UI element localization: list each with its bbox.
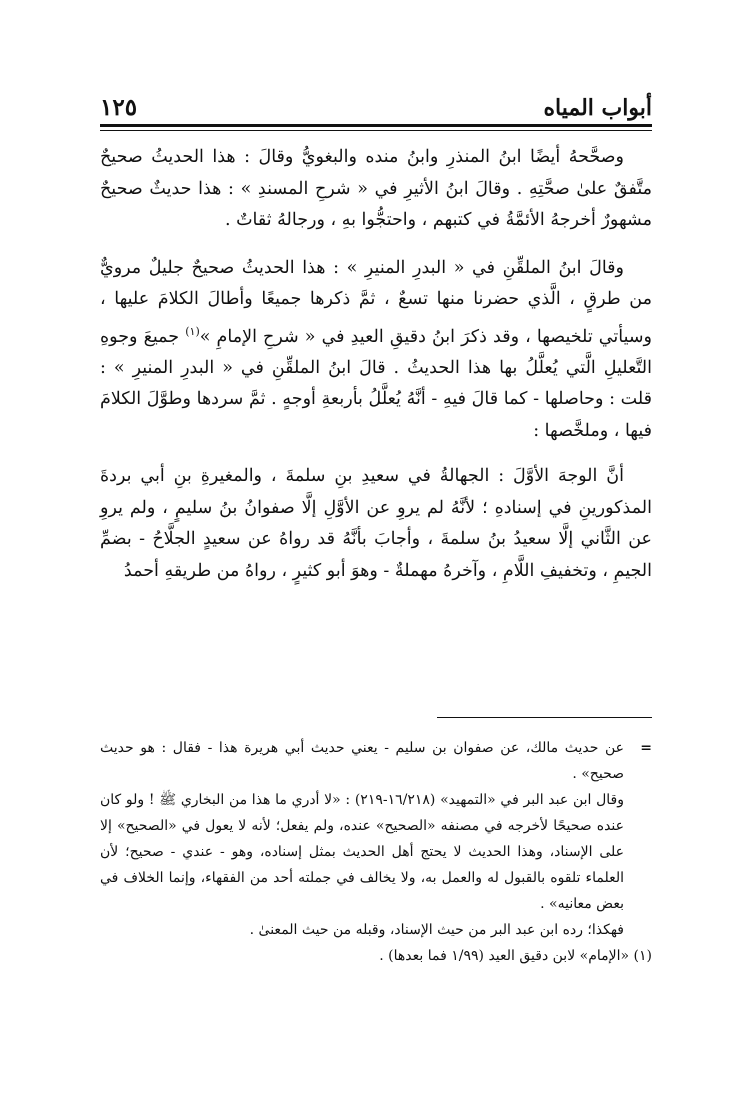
page-number: ١٢٥ <box>100 94 138 121</box>
continuation-mark: = <box>640 740 652 756</box>
header-rule-thin <box>100 130 652 131</box>
paragraph-2 <box>100 253 652 448</box>
paragraph-3: أنَّ الوجهَ الأوَّلَ : الجهالةُ في سعيدِ بنِ سلمةَ ، والمغيرةِ بنِ أبي بردةَ المذكورينِ في إسنادهِ ؛ لأنَّهُ لم يروِ عن الأوَّلِ إلَّا صفوانُ بنُ سليمٍ ، ولم يروِ عن الثَّاني إلَّا سعيدُ بنُ سلمةَ ، وأجابَ بأنَّهُ قد رواهُ عن سعيدٍ الجلَّاحُ - بضمِّ الجيمِ ، وتخفيفِ اللَّامِ ، وآخرهُ مهملةٌ - وهوَ أبو كثيرٍ ، رواهُ من طريقهِ أحمدُ <box>100 466 652 581</box>
footnote-reference-1: (١) <box>185 324 200 338</box>
footnote-1: (١) «الإمام» لابن دقيق العيد (١/٩٩ فما بعدها) . <box>379 948 652 964</box>
running-title: أبواب المياه <box>543 95 652 121</box>
paragraph-2-part-b: جميعَ وجوهِ التَّعليلِ الَّتي يُعلَّلُ بها هذا الحديثُ . قالَ ابنُ الملقِّنِ في « البدرِ المنيرِ » : قلت : وحاصلها - كما قالَ فيهِ - أنَّهُ يُعلَّلُ بأربعةِ أوجهٍ . ثمَّ سردها وطوَّلَ الكلامَ فيها ، وملخَّصها : <box>100 326 652 441</box>
page-header <box>100 82 652 122</box>
footnote-paragraph-ibn-abd-al-barr: وقال ابن عبد البر في «التمهيد» (١٦/٢١٨-٢١٩) : «لا أدري ما هذا من البخاري ﷺ ! ولو كان عنده صحيحًا لأخرجه في مصنفه «الصحيح» عنده، ولم يفعل؛ لأنه لا يعول في «الصحيح» إلا على الإسناد، وهذا الحديث لا يحتج أهل الحديث بمثل إسناده، وهو - عندي - صحيح؛ لأن العلماء تلقوه بالقبول له والعمل به، ولا يخالف في جملته أحد من الفقهاء، وإنما الخلاف في بعض معانيه» . <box>100 792 625 912</box>
header-rule-thick <box>100 124 652 127</box>
paragraph-2-part-a: وقالَ ابنُ الملقِّنِ في « البدرِ المنيرِ » : هذا الحديثُ صحيحٌ جليلٌ مرويٌّ من طرقٍ ، الَّذي حضرنا منها تسعٌ ، ثمَّ ذكرها جميعًا وأطالَ الكلامَ عليها ، وسيأتي تلخيصها ، وقد ذكرَ ابنُ دقيقِ العيدِ في « شرحِ الإمامِ » <box>100 257 652 347</box>
main-text <box>100 142 652 603</box>
paragraph-1: وصحَّحهُ أيضًا ابنُ المنذرِ وابنُ منده والبغويُّ وقالَ : هذا الحديثُ صحيحٌ متَّفقٌ علىٰ صحَّتِهِ . وقالَ ابنُ الأثيرِ في « شرحِ المسندِ » : هذا حديثٌ صحيحٌ مشهورٌ أخرجهُ الأئمَّةُ في كتبهم ، واحتجُّوا بهِ ، ورجالهُ ثقاتٌ . <box>100 147 652 230</box>
footnotes <box>100 735 652 969</box>
footnote-continuation <box>100 735 652 787</box>
footnote-separator <box>437 717 652 718</box>
footnote-paragraph-conclusion: فهكذا؛ رده ابن عبد البر من حيث الإسناد، وقبله من حيث المعنىٰ . <box>249 922 624 938</box>
footnote-continuation-text: عن حديث مالك، عن صفوان بن سليم - يعني حديث أبي هريرة هذا - فقال : هو حديث صحيح» . <box>100 740 624 782</box>
